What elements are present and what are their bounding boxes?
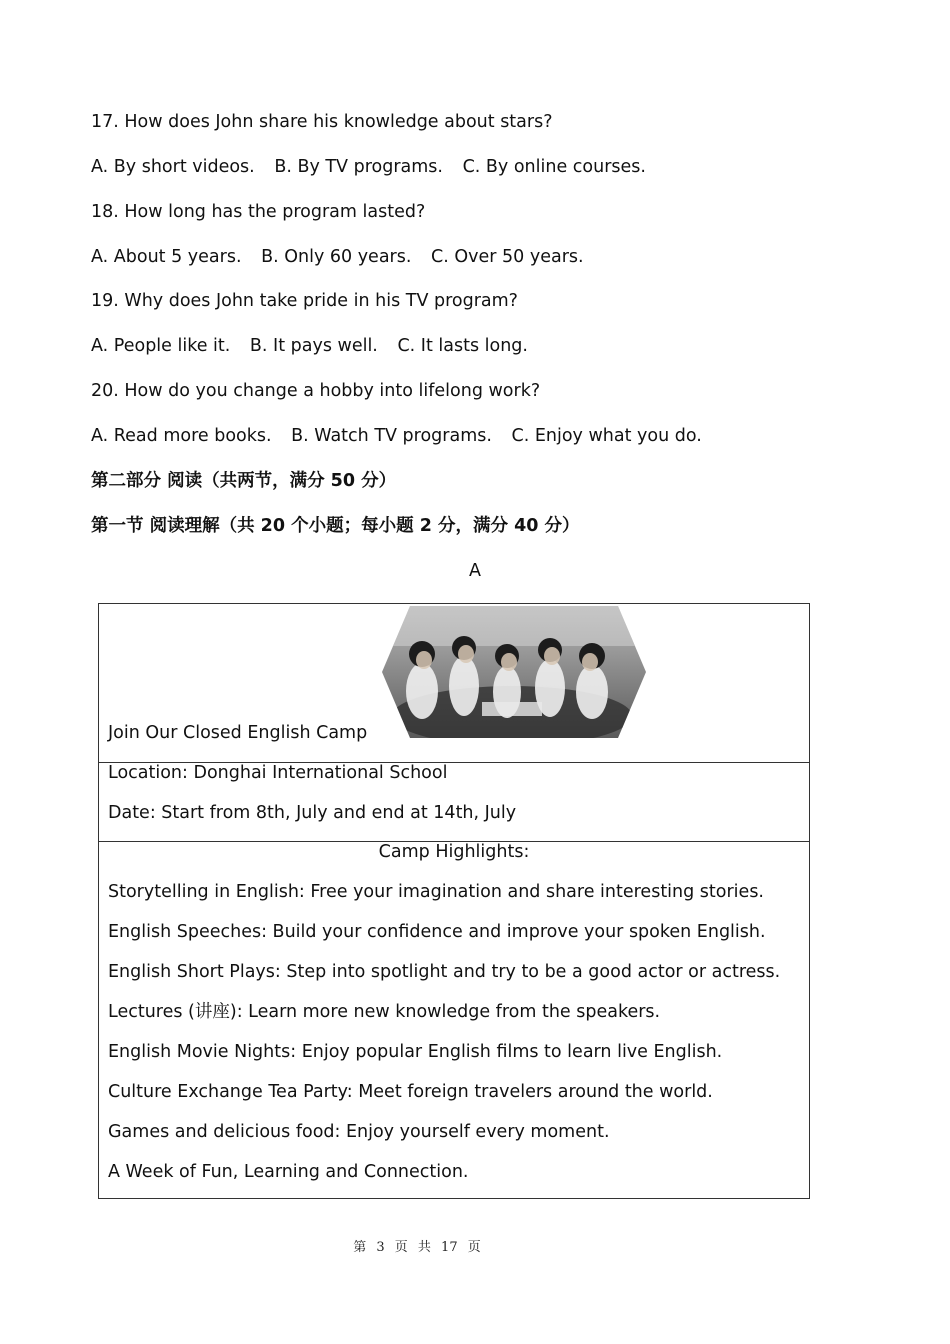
- options-17: [91, 156, 660, 178]
- options-20: [91, 425, 716, 447]
- highlight-item: English Movie Nights: Enjoy popular English films to learn live English.: [108, 1042, 723, 1062]
- option-b: B. By TV programs.: [274, 157, 443, 177]
- highlight-item: English Short Plays: Step into spotlight and try to be a good actor or actress.: [108, 962, 781, 982]
- option-b: B. It pays well.: [249, 336, 378, 356]
- camp-details-cell: [99, 763, 810, 842]
- page-footer: 第 3 页 共 17 页: [353, 1240, 481, 1255]
- highlight-item: Storytelling in English: Free your imagination and share interesting stories.: [108, 882, 764, 902]
- passage-letter: A: [469, 561, 481, 581]
- option-b: B. Watch TV programs.: [291, 426, 492, 446]
- question-17: 17. How does John share his knowledge about stars?: [91, 112, 553, 132]
- option-a: A. About 5 years.: [91, 247, 242, 267]
- option-a: A. People like it.: [91, 336, 231, 356]
- highlights-title: Camp Highlights:: [378, 842, 530, 862]
- highlight-item: Games and delicious food: Enjoy yourself every moment.: [108, 1122, 610, 1142]
- camp-title: Join Our Closed English Camp: [108, 723, 368, 743]
- camp-info-table: [98, 603, 810, 1199]
- question-19: 19. Why does John take pride in his TV program?: [91, 291, 518, 311]
- highlight-item: Culture Exchange Tea Party: Meet foreign travelers around the world.: [108, 1082, 713, 1102]
- option-c: C. Enjoy what you do.: [511, 426, 702, 446]
- question-18: 18. How long has the program lasted?: [91, 202, 426, 222]
- question-20: 20. How do you change a hobby into lifelong work?: [91, 381, 541, 401]
- option-b: B. Only 60 years.: [261, 247, 412, 267]
- part-heading: 第二部分 阅读（共两节，满分 50 分）: [91, 471, 397, 491]
- camp-highlights-cell: [99, 842, 810, 1199]
- option-c: C. It lasts long.: [397, 336, 528, 356]
- option-c: C. By online courses.: [462, 157, 646, 177]
- option-a: A. By short videos.: [91, 157, 255, 177]
- camp-header-cell: [99, 604, 810, 763]
- options-18: [91, 246, 598, 268]
- highlight-item: A Week of Fun, Learning and Connection.: [108, 1162, 469, 1182]
- camp-photo: [382, 606, 646, 738]
- highlight-item: Lectures (讲座): Learn more new knowledge from the speakers.: [108, 1002, 661, 1022]
- camp-date: Date: Start from 8th, July and end at 14th, July: [108, 803, 517, 823]
- camp-location: Location: Donghai International School: [108, 763, 448, 783]
- section-heading: 第一节 阅读理解（共 20 个小题；每小题 2 分，满分 40 分）: [91, 516, 580, 536]
- highlight-item: English Speeches: Build your confidence and improve your spoken English.: [108, 922, 766, 942]
- option-a: A. Read more books.: [91, 426, 272, 446]
- options-19: [91, 335, 542, 357]
- option-c: C. Over 50 years.: [431, 247, 584, 267]
